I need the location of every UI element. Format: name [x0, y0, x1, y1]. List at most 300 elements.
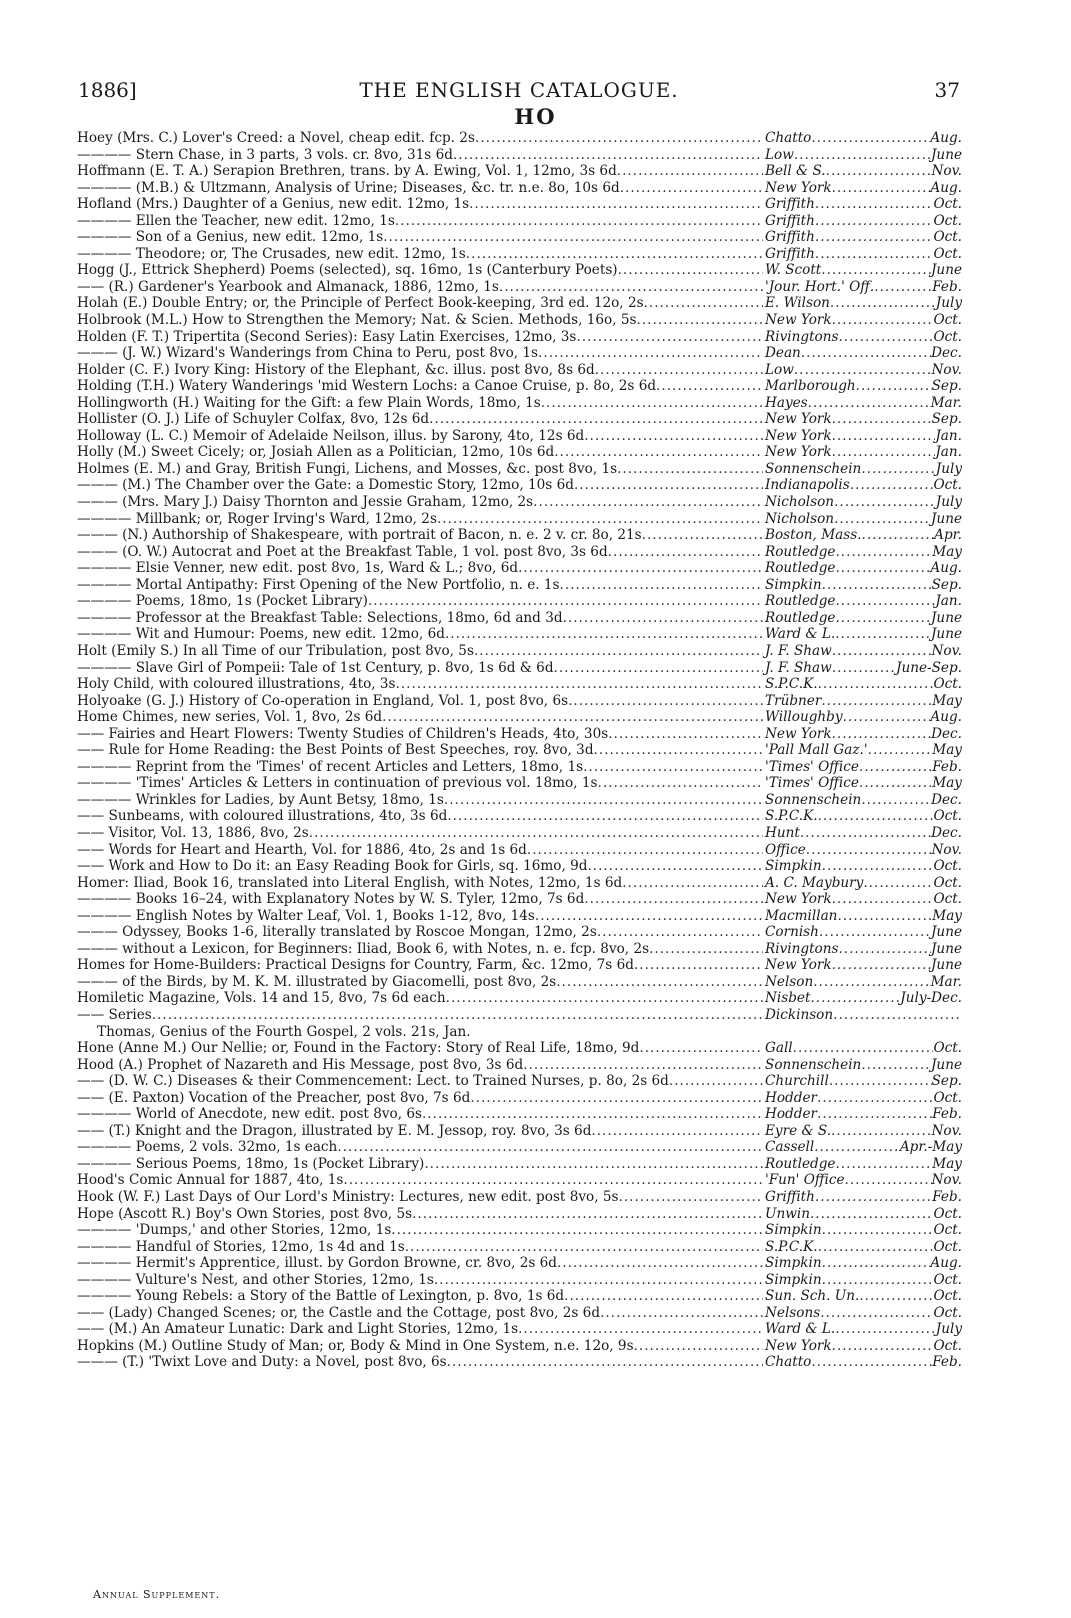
catalogue-entry: [77, 1189, 962, 1206]
entry-publisher-date: [763, 1189, 962, 1206]
leader-dots: [813, 974, 930, 991]
entry-text: —— (T.) Knight and the Dragon, illustrated by E. M. Jessop, roy. 8vo, 3s 6d: [77, 1122, 592, 1139]
entry-publisher: Sonnenschein: [765, 791, 862, 808]
entry-description: [77, 345, 763, 362]
catalogue-entry: [77, 676, 962, 693]
entry-description: [77, 1288, 763, 1305]
entry-text: ——— (O. W.) Autocrat and Poet at the Breakfast Table, 1 vol. post 8vo, 3s 6d: [77, 543, 608, 560]
catalogue-entry: [77, 461, 962, 478]
entry-date: June: [930, 1056, 962, 1073]
leader-dots: [563, 610, 763, 627]
entry-text: Holly (M.) Sweet Cicely; or, Josiah Allen as a Politician, 12mo, 10s 6d: [77, 444, 555, 461]
leader-dots: [499, 279, 763, 296]
entry-text: ———— Mortal Antipathy: First Opening of the New Portfolio, n. e. 1s: [77, 576, 560, 593]
entry-description: [77, 957, 763, 974]
entry-text: Hogg (J., Ettrick Shepherd) Poems (selected), sq. 16mo, 1s (Canterbury Poets): [77, 262, 618, 279]
leader-dots: [600, 1305, 763, 1322]
leader-dots: [383, 229, 763, 246]
entry-publisher-date: [763, 362, 962, 379]
entry-publisher-date: [763, 709, 962, 726]
entry-text: Homes for Home-Builders: Practical Designs for Country, Farm, &c. 12mo, 7s 6d: [77, 957, 634, 974]
entry-text: Holt (Emily S.) In all Time of our Tribulation, post 8vo, 5s: [77, 642, 474, 659]
leader-dots: [835, 560, 930, 577]
leader-dots: [822, 1272, 934, 1289]
entry-text: Holden (F. T.) Tripertita (Second Series): Easy Latin Exercises, 12mo, 3s: [77, 328, 577, 345]
entry-publisher-date: [763, 974, 962, 991]
catalogue-entries: [77, 130, 962, 1371]
entry-publisher: Griffith: [765, 1189, 815, 1205]
entry-publisher-date: [763, 792, 962, 809]
entry-publisher-date: [763, 891, 962, 908]
entry-publisher: Low: [765, 361, 794, 378]
entry-publisher-date: [763, 693, 962, 710]
leader-dots: [874, 279, 932, 296]
entry-text: ———— Poems, 2 vols. 32mo, 1s each: [77, 1139, 338, 1156]
leader-dots: [810, 1206, 934, 1223]
leader-dots: [560, 577, 763, 594]
entry-text: —— (R.) Gardener's Yearbook and Almanack, 1886, 12mo, 1s: [77, 278, 499, 295]
entry-date: Oct.: [933, 858, 962, 875]
leader-dots: [835, 1321, 936, 1338]
entry-publisher-date: [763, 957, 962, 974]
entry-publisher: S.P.C.K.: [765, 676, 818, 693]
catalogue-entry: [77, 1338, 962, 1355]
catalogue-entry: [77, 428, 962, 445]
entry-text: Hollingworth (H.) Waiting for the Gift: a few Plain Words, 18mo, 1s: [77, 394, 541, 411]
entry-publisher: Eyre & S.: [765, 1122, 832, 1139]
entry-publisher: Sun. Sch. Un.: [765, 1288, 860, 1305]
leader-dots: [838, 329, 933, 346]
entry-publisher: New York: [765, 312, 832, 329]
catalogue-entry: [77, 1255, 962, 1272]
entry-date: Oct.: [933, 1222, 962, 1239]
leader-dots: [850, 477, 934, 494]
entry-text: ———— (M.B.) & Ultzmann, Analysis of Urine; Diseases, &c. tr. n.e. 8o, 10s 6d: [77, 179, 620, 196]
entry-publisher-date: [763, 428, 962, 445]
leader-dots: [576, 329, 763, 346]
entry-publisher: 'Fun' Office: [765, 1172, 845, 1189]
catalogue-entry: [77, 295, 962, 312]
entry-date: Oct.: [933, 1271, 962, 1288]
entry-publisher: W. Scott: [765, 262, 822, 279]
catalogue-entry: [77, 626, 962, 643]
catalogue-entry: [77, 643, 962, 660]
entry-publisher-date: [763, 1139, 962, 1156]
leader-dots: [598, 775, 763, 792]
entry-text: ——— (M.) The Chamber over the Gate: a Domestic Story, 12mo, 10s 6d: [77, 477, 574, 494]
entry-description: [77, 842, 763, 859]
entry-text: Holder (C. F.) Ivory King: History of the Elephant, &c. illus. post 8vo, 8s 6d: [77, 361, 595, 378]
leader-dots: [832, 428, 936, 445]
leader-dots: [405, 1239, 763, 1256]
catalogue-entry: [77, 759, 962, 776]
leader-dots: [644, 295, 763, 312]
entry-text: ———— Slave Girl of Pompeii: Tale of 1st Century, p. 8vo, 1s 6d & 6d: [77, 659, 554, 676]
catalogue-entry: [77, 1057, 962, 1074]
entry-description: [77, 808, 763, 825]
entry-description: [77, 1106, 763, 1123]
entry-description: [77, 511, 763, 528]
entry-text: Thomas, Genius of the Fourth Gospel, 2 vols. 21s, Jan.: [97, 1023, 471, 1040]
catalogue-entry: [77, 163, 962, 180]
entry-description: [77, 494, 763, 511]
leader-dots: [861, 792, 931, 809]
catalogue-entry: [77, 329, 962, 346]
entry-date: Dec.: [931, 345, 962, 362]
catalogue-entry: [77, 246, 962, 263]
catalogue-entry: [77, 924, 962, 941]
leader-dots: [835, 1156, 932, 1173]
entry-publisher-date: [763, 1305, 962, 1322]
entry-date: June: [930, 957, 962, 974]
entry-date: Feb.: [932, 1106, 962, 1123]
entry-text: Hood (A.) Prophet of Nazareth and His Message, post 8vo, 3s 6d: [77, 1056, 524, 1073]
entry-text: ———— Elsie Venner, new edit. post 8vo, 1s, Ward & L.; 8vo, 6d: [77, 560, 519, 577]
entry-publisher: New York: [765, 427, 832, 444]
leader-dots: [564, 1288, 763, 1305]
leader-dots: [447, 1354, 763, 1371]
catalogue-entry: [77, 1007, 962, 1024]
entry-description: [77, 660, 763, 677]
entry-publisher: Simpkin: [765, 1271, 822, 1288]
entry-date: Oct.: [933, 229, 962, 246]
leader-dots: [821, 693, 932, 710]
entry-publisher-date: [763, 775, 962, 792]
catalogue-entry: [77, 858, 962, 875]
catalogue-entry: [77, 1305, 962, 1322]
entry-publisher-date: [763, 329, 962, 346]
leader-dots: [859, 1288, 933, 1305]
entry-text: —— Fairies and Heart Flowers: Twenty Studies of Children's Heads, 4to, 30s: [77, 725, 609, 742]
catalogue-entry: [77, 775, 962, 792]
entry-publisher: Griffith: [765, 245, 815, 262]
entry-publisher: Boston, Mass.: [765, 527, 862, 544]
catalogue-entry: [77, 742, 962, 759]
entry-publisher: New York: [765, 179, 832, 196]
entry-date: Oct.: [933, 874, 962, 891]
leader-dots: [818, 1239, 934, 1256]
leader-dots: [826, 163, 932, 180]
catalogue-entry: [77, 494, 962, 511]
entry-publisher: Bell & S.: [765, 163, 826, 180]
entry-publisher: Hunt: [765, 824, 800, 841]
entry-description: [77, 1206, 763, 1223]
leader-dots: [445, 626, 763, 643]
leader-dots: [831, 1123, 931, 1140]
entry-publisher-date: [763, 1255, 962, 1272]
leader-dots: [814, 1139, 900, 1156]
leader-dots: [466, 246, 763, 263]
leader-dots: [801, 345, 931, 362]
entry-publisher-date: [763, 527, 962, 544]
entry-publisher-date: [763, 411, 962, 428]
entry-publisher-date: [763, 726, 962, 743]
leader-dots: [422, 1106, 763, 1123]
entry-publisher-date: [763, 511, 962, 528]
catalogue-entry: [77, 213, 962, 230]
header-title: THE ENGLISH CATALOGUE.: [359, 78, 679, 102]
entry-text: Hofland (Mrs.) Daughter of a Genius, new edit. 12mo, 1s: [77, 196, 470, 213]
entry-publisher-date: [763, 858, 962, 875]
leader-dots: [591, 1123, 763, 1140]
entry-publisher-date: [763, 130, 962, 147]
entry-publisher-date: [763, 163, 962, 180]
catalogue-entry: [77, 1073, 962, 1090]
entry-description: [77, 1255, 763, 1272]
entry-publisher: Low: [765, 146, 794, 163]
entry-publisher: New York: [765, 1337, 832, 1354]
entry-description: [77, 974, 763, 991]
leader-dots: [834, 494, 936, 511]
entry-description: [77, 1222, 763, 1239]
entry-description: [77, 527, 763, 544]
entry-publisher-date: [763, 295, 962, 312]
catalogue-entry: [77, 147, 962, 164]
entry-date: Oct.: [933, 1288, 962, 1305]
leader-dots: [822, 858, 934, 875]
entry-text: ———— Hermit's Apprentice, illust. by Gordon Browne, cr. 8vo, 2s 6d: [77, 1255, 558, 1272]
entry-description: [77, 329, 763, 346]
entry-publisher-date: [763, 825, 962, 842]
entry-date: Aug.: [930, 1255, 962, 1272]
leader-dots: [587, 858, 763, 875]
leader-dots: [868, 742, 933, 759]
entry-date: Oct.: [933, 212, 962, 229]
leader-dots: [642, 527, 763, 544]
entry-publisher: Trübner: [765, 692, 822, 709]
entry-date: July: [935, 460, 962, 477]
entry-date: July: [935, 494, 962, 511]
entry-publisher-date: [763, 1106, 962, 1123]
leader-dots: [429, 411, 763, 428]
catalogue-entry: [77, 1321, 962, 1338]
entry-publisher: Routledge: [765, 1155, 836, 1172]
entry-publisher-date: [763, 1123, 962, 1140]
catalogue-entry: [77, 544, 962, 561]
entry-date: June: [930, 924, 962, 941]
catalogue-entry: [77, 395, 962, 412]
entry-description: [77, 1090, 763, 1107]
catalogue-entry: [77, 378, 962, 395]
entry-publisher-date: [763, 676, 962, 693]
leader-dots: [518, 1321, 763, 1338]
leader-dots: [343, 1172, 763, 1189]
entry-text: Holbrook (M.L.) How to Strengthen the Memory; Nat. & Scien. Methods, 16o, 5s: [77, 312, 637, 329]
entry-text: —— Words for Heart and Hearth, Vol. for 1886, 4to, 2s and 1s 6d: [77, 841, 527, 858]
entry-description: [77, 759, 763, 776]
entry-publisher-date: [763, 345, 962, 362]
entry-date: Sep.: [931, 411, 962, 428]
entry-text: —— (Lady) Changed Scenes; or, the Castle and the Cottage, post 8vo, 2s 6d: [77, 1304, 601, 1321]
leader-dots: [815, 213, 934, 230]
entry-publisher: E. Wilson: [765, 295, 830, 312]
leader-dots: [337, 1139, 763, 1156]
leader-dots: [634, 1338, 763, 1355]
leader-dots: [617, 461, 763, 478]
entry-publisher-date: [763, 560, 962, 577]
leader-dots: [794, 147, 931, 164]
entry-date: May: [932, 1155, 962, 1172]
entry-publisher-date: [763, 279, 962, 296]
leader-dots: [815, 246, 934, 263]
entry-text: ——— (Mrs. Mary J.) Daisy Thornton and Jessie Graham, 12mo, 2s: [77, 494, 534, 511]
entry-date: Dec.: [931, 791, 962, 808]
leader-dots: [412, 1206, 763, 1223]
entry-publisher: J. F. Shaw: [765, 659, 832, 676]
entry-date: Oct.: [933, 891, 962, 908]
leader-dots: [556, 974, 763, 991]
leader-dots: [554, 444, 763, 461]
entry-publisher: Sonnenschein: [765, 460, 862, 477]
catalogue-entry: [77, 593, 962, 610]
entry-date: Oct.: [933, 196, 962, 213]
entry-publisher-date: [763, 875, 962, 892]
leader-dots: [843, 709, 931, 726]
entry-publisher-date: [763, 1172, 962, 1189]
entry-publisher: Simpkin: [765, 1255, 822, 1272]
leader-dots: [810, 990, 900, 1007]
leader-dots: [391, 1222, 763, 1239]
entry-date: July-Dec.: [900, 990, 962, 1007]
entry-publisher: Griffith: [765, 229, 815, 246]
entry-date: Nov.: [931, 1122, 962, 1139]
entry-publisher: Office: [765, 841, 806, 858]
entry-text: —— (D. W. C.) Diseases & their Commencement: Lect. to Trained Nurses, p. 8o, 2s 6d: [77, 1073, 669, 1090]
entry-publisher-date: [763, 1057, 962, 1074]
leader-dots: [835, 544, 932, 561]
leader-dots: [541, 395, 763, 412]
leader-dots: [594, 742, 763, 759]
entry-text: ——— (J. W.) Wizard's Wanderings from China to Peru, post 8vo, 1s: [77, 345, 539, 362]
entry-description: [77, 477, 763, 494]
entry-publisher-date: [763, 312, 962, 329]
entry-publisher: New York: [765, 957, 832, 974]
entry-publisher: Willoughby: [765, 709, 843, 726]
entry-publisher-date: [763, 1206, 962, 1223]
entry-publisher-date: [763, 1338, 962, 1355]
catalogue-entry: [77, 1206, 962, 1223]
entry-publisher: 'Pall Mall Gaz.': [765, 742, 868, 759]
entry-publisher: Routledge: [765, 609, 836, 626]
entry-date: Mar.: [930, 973, 962, 990]
catalogue-entry: [77, 693, 962, 710]
leader-dots: [815, 1189, 932, 1206]
entry-date: June-Sep.: [896, 659, 962, 676]
leader-dots: [395, 213, 763, 230]
entry-publisher: Rivingtons: [765, 940, 839, 957]
leader-dots: [859, 775, 932, 792]
leader-dots: [639, 1040, 763, 1057]
catalogue-entry: [77, 279, 962, 296]
leader-dots: [527, 842, 763, 859]
entry-publisher-date: [763, 842, 962, 859]
leader-dots: [424, 1156, 763, 1173]
entry-publisher: Macmillan: [765, 907, 838, 924]
entry-publisher: J. F. Shaw: [765, 642, 832, 659]
leader-dots: [474, 643, 763, 660]
entry-description: [77, 693, 763, 710]
entry-publisher-date: [763, 229, 962, 246]
entry-publisher-date: [763, 444, 962, 461]
entry-publisher-date: [763, 1239, 962, 1256]
leader-dots: [669, 1073, 763, 1090]
entry-publisher-date: [763, 1007, 962, 1024]
entry-date: May: [932, 692, 962, 709]
leader-dots: [832, 1338, 934, 1355]
entry-text: Hollister (O. J.) Life of Schuyler Colfax, 8vo, 12s 6d: [77, 411, 430, 428]
entry-text: Homiletic Magazine, Vols. 14 and 15, 8vo, 7s 6d each: [77, 990, 446, 1007]
entry-date: May: [932, 543, 962, 560]
leader-dots: [822, 577, 932, 594]
catalogue-entry: [77, 577, 962, 594]
catalogue-entry: [77, 660, 962, 677]
entry-text: —— Sunbeams, with coloured illustrations, 4to, 3s 6d: [77, 808, 448, 825]
entry-publisher: Gall: [765, 1040, 793, 1057]
catalogue-entry: [77, 1024, 962, 1041]
catalogue-entry: [77, 477, 962, 494]
catalogue-entry: [77, 1090, 962, 1107]
entry-text: Hoffmann (E. T. A.) Serapion Brethren, trans. by A. Ewing, Vol. 1, 12mo, 3s 6d: [77, 163, 617, 180]
leader-dots: [538, 345, 763, 362]
entry-publisher: Nelsons: [765, 1304, 821, 1321]
entry-publisher-date: [763, 494, 962, 511]
entry-date: Oct.: [933, 1238, 962, 1255]
entry-description: [77, 362, 763, 379]
entry-publisher: 'Jour. Hort.' Off.: [765, 278, 875, 295]
leader-dots: [533, 494, 763, 511]
entry-description: [77, 312, 763, 329]
entry-date: Jan.: [935, 593, 962, 610]
leader-dots: [845, 1172, 932, 1189]
catalogue-entry: [77, 1040, 962, 1057]
catalogue-entry: [77, 974, 962, 991]
entry-description: [77, 130, 763, 147]
leader-dots: [829, 1073, 932, 1090]
catalogue-entry: [77, 527, 962, 544]
entry-text: ———— Vulture's Nest, and other Stories, 12mo, 1s: [77, 1271, 434, 1288]
entry-publisher-date: [763, 1073, 962, 1090]
catalogue-entry: [77, 875, 962, 892]
catalogue-entry: [77, 808, 962, 825]
entry-description: [77, 229, 763, 246]
leader-dots: [817, 1090, 933, 1107]
leader-dots: [619, 1189, 764, 1206]
entry-date: Oct.: [933, 676, 962, 693]
leader-dots: [832, 957, 931, 974]
entry-text: ———— Wrinkles for Ladies, by Aunt Betsy, 18mo, 1s: [77, 791, 444, 808]
entry-description: [77, 246, 763, 263]
leader-dots: [557, 1255, 763, 1272]
entry-date: Nov.: [931, 642, 962, 659]
leader-dots: [859, 759, 932, 776]
entry-text: ———— Wit and Humour: Poems, new edit. 12mo, 6d: [77, 626, 445, 643]
entry-description: [77, 1189, 763, 1206]
entry-text: ———— Theodore; or, The Crusades, new edit. 12mo, 1s: [77, 245, 466, 262]
leader-dots: [794, 362, 932, 379]
entry-date: Oct.: [933, 312, 962, 329]
leader-dots: [835, 610, 931, 627]
catalogue-entry: [77, 180, 962, 197]
entry-description: [77, 1057, 763, 1074]
entry-publisher: S.P.C.K.: [765, 808, 818, 825]
entry-publisher-date: [763, 246, 962, 263]
entry-publisher: Hodder: [765, 1106, 817, 1123]
catalogue-entry: [77, 229, 962, 246]
entry-publisher: New York: [765, 411, 832, 428]
entry-description: [77, 742, 763, 759]
catalogue-entry: [77, 1239, 962, 1256]
leader-dots: [821, 262, 931, 279]
